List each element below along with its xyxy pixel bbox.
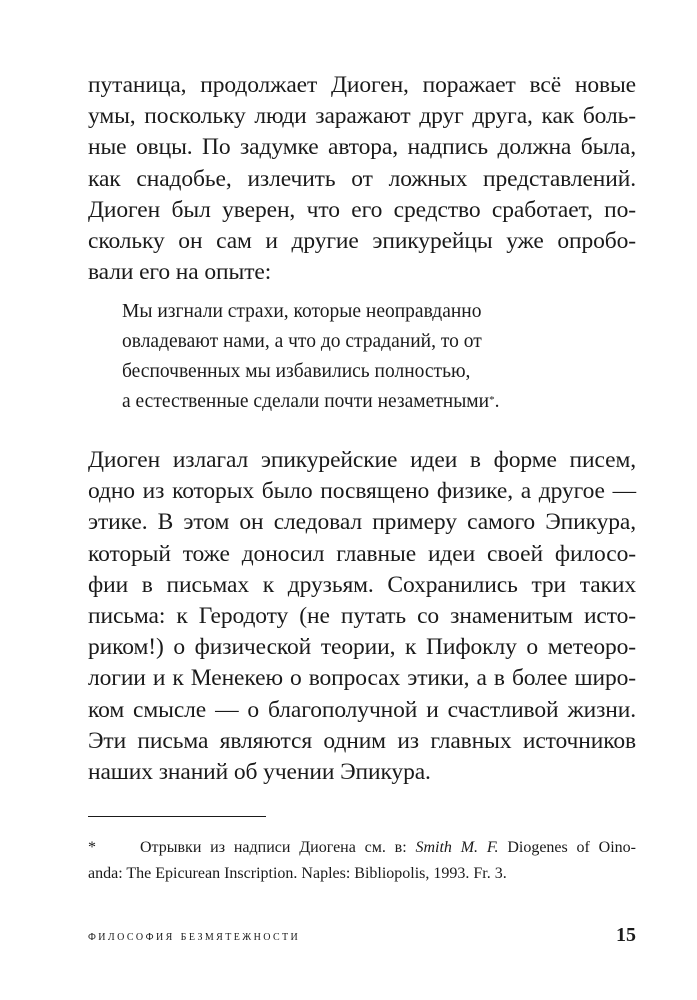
text-line: вали его на опыте: [88,259,272,286]
paragraph-1 [88,70,636,288]
quote-line: беспочвенных мы избавились полностью, [122,361,471,382]
running-title: философия безмятежности [88,928,301,944]
text-line: как снадобье, излечить от ложных представлений. [88,165,636,192]
text-line: который тоже доносил главные идеи своей филосо- [88,540,636,567]
text-line: Диоген был уверен, что его средство сработает, по- [88,196,636,223]
text-line: умы, поскольку люди заражают друг друга, как боль- [88,103,636,130]
footnote-author: Smith M. F. [415,839,499,856]
footnote-lead: Отрывки из надписи Диогена см. в: [140,839,416,856]
quote-line-last [122,387,592,417]
text-line: фии в письмах к друзьям. Сохранились три таких [88,571,636,598]
text-line: Диоген излагал эпикурейские идеи в форме писем, [88,447,636,473]
block-quote [122,297,592,417]
footnote-title-start: Diogenes of Oino- [498,839,636,856]
text-line: ком смысле — о благополучной и счастливой жизни. [88,696,636,723]
footnote [88,835,636,887]
quote-line: Мы изгнали страхи, которые неоправданно [122,301,482,322]
quote-line: овладевают нами, а что до страданий, то от [122,331,482,352]
text-line: Эти письма являются одним из главных источников [88,727,636,754]
text-line: логии и к Менекею о вопросах этики, а в более широ- [88,665,636,692]
footnote-reference[interactable]: * [489,394,495,406]
text-line: наших знаний об учении Эпикура. [88,759,431,786]
text-line: этике. В этом он следовал примеру самого Эпикура, [88,509,636,536]
quote-end-punct: . [494,391,500,412]
text-line: ные овцы. По задумке автора, надпись должна была, [88,134,636,161]
text-line: риком!) о физической теории, к Пифоклу о метеоро- [88,634,636,661]
text-line: скольку он сам и другие эпикурейцы уже опробо- [88,228,636,255]
footnote-mark: * [88,839,96,856]
page-number: 15 [616,924,636,946]
quote-line-text: а естественные сделали почти незаметными [122,391,490,412]
text-line: одно из которых было посвящено физике, а другое — [88,478,636,505]
footnote-separator [88,816,266,817]
paragraph-2 [88,445,636,788]
footnote-line: anda: The Epicurean Inscription. Naples: Bibliopolis, 1993. Fr. 3. [88,865,507,882]
text-line: письма: к Геродоту (не путать со знаменитым исто- [88,603,636,630]
text-line: путаница, продолжает Диоген, поражает всё новые [88,72,636,98]
footnote-line [88,835,636,861]
